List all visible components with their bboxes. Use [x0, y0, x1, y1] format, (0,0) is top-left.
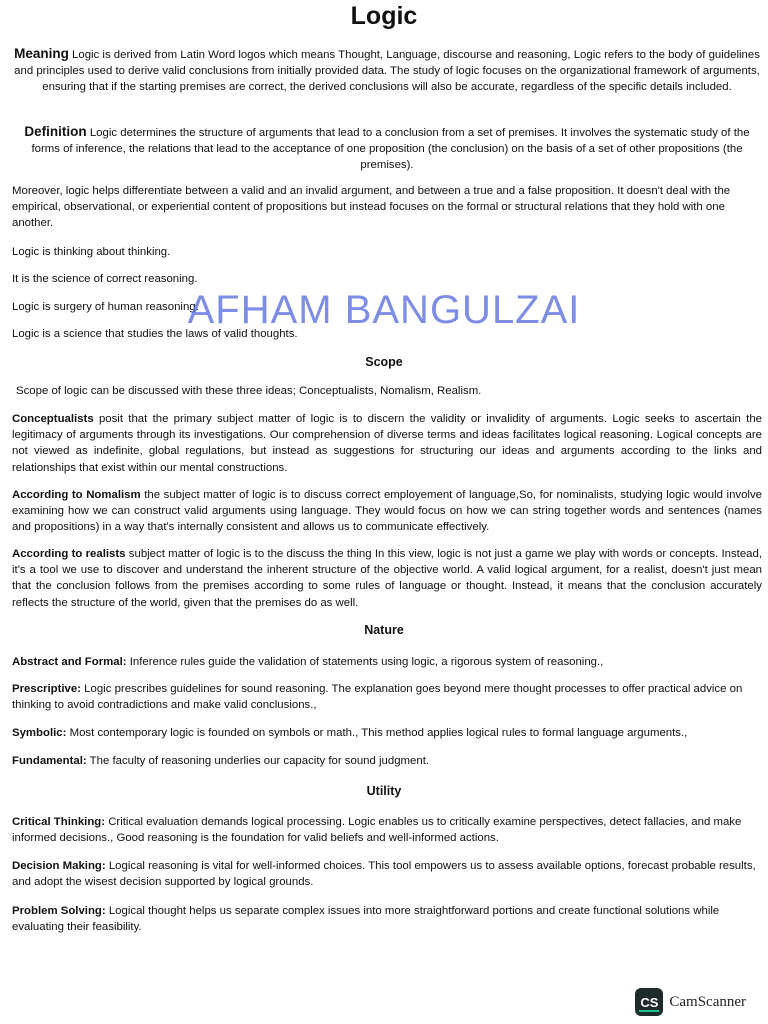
realists-text: subject matter of logic is to the discuss the thing In this view, logic is not just a game we play with words or concepts. Instead, it's a tool we use to discover and understand the inherent structure of the objective world. A valid logical argument, for a realist, doesn't just mean that the conclusion follows from the premises according to some rules of language or thought. Instead, it means that the conclusion accurately reflects the structure of the world, given that the premises do as well. — [12, 548, 762, 609]
prescriptive-paragraph — [12, 681, 762, 713]
critical-paragraph — [12, 814, 762, 846]
critical-text: Critical evaluation demands logical processing. Logic enables us to critically examine perspectives, detect fallacies, and make informed decisions., Good reasoning is the foundation for valid beliefs and well-informed actions. — [12, 816, 742, 845]
symbolic-paragraph — [12, 725, 762, 741]
abstract-text: Inference rules guide the validation of statements using logic, a rigorous system of reasoning., — [126, 656, 604, 668]
definition-paragraph — [12, 124, 762, 174]
nomalism-text: the subject matter of logic is to discuss correct employement of language,So, for nominalists, studying logic would involve examining how we can construct valid arguments using language. They would focus on how we can string together words and sentences (names and propositions) in a way that's internally consistent and allows us to communicate effectively. — [12, 489, 762, 534]
definition-label: Definition — [24, 124, 87, 139]
utility-heading: Utility — [366, 784, 402, 798]
problem-paragraph — [12, 903, 762, 935]
camscanner-logo — [635, 988, 746, 1016]
statement-2: It is the science of correct reasoning. — [12, 273, 198, 285]
realists-label: According to realists — [12, 548, 126, 560]
problem-text: Logical thought helps us separate complex issues into more straightforward portions and create functional solutions while evaluating their feasibility. — [12, 905, 720, 934]
abstract-paragraph — [12, 654, 762, 670]
nomalism-paragraph — [12, 487, 762, 536]
prescriptive-text: Logic prescribes guidelines for sound reasoning. The explanation goes beyond mere thought processes to offer practical advice on thinking to avoid contradictions and make valid conclusions., — [12, 683, 743, 712]
prescriptive-label: Prescriptive: — [12, 683, 82, 695]
fundamental-paragraph — [12, 753, 762, 769]
fundamental-text: The faculty of reasoning underlies our capacity for sound judgment. — [86, 755, 430, 767]
nomalism-label: According to Nomalism — [12, 489, 141, 501]
decision-label: Decision Making: — [12, 860, 106, 872]
symbolic-text: Most contemporary logic is founded on symbols or math., This method applies logical rules to formal language arguments., — [66, 727, 688, 739]
conceptualists-text: posit that the primary subject matter of logic is to discern the validity or invalidity of arguments. Logic seeks to ascertain the legitimacy of arguments through its investigations. Our comprehension of diverse terms and ideas facilitates logical reasoning. Logical concepts are not viewed as indefinite, global regulations, but instead as suggestions for structuring our ideas and arguments according to the links and relationships that exist within our mental constructions. — [12, 413, 762, 474]
meaning-label: Meaning — [14, 46, 69, 61]
statement-1: Logic is thinking about thinking. — [12, 246, 171, 258]
scope-intro: Scope of logic can be discussed with these three ideas; Conceptualists, Nomalism, Realism. — [16, 385, 482, 397]
statement-4: Logic is a science that studies the laws of valid thoughts. — [12, 328, 298, 340]
nature-heading: Nature — [364, 623, 404, 637]
problem-label: Problem Solving: — [12, 905, 106, 917]
moreover-paragraph: Moreover, logic helps differentiate between a valid and an invalid argument, and between a true and a false proposition. It doesn't deal with the empirical, observational, or experiential content of propositions but instead focuses on the formal or structural relations that they hold with one another. — [12, 185, 731, 230]
critical-label: Critical Thinking: — [12, 816, 106, 828]
symbolic-label: Symbolic: — [12, 727, 67, 739]
realists-paragraph — [12, 546, 762, 611]
decision-paragraph — [12, 858, 762, 890]
scope-heading: Scope — [365, 355, 403, 369]
abstract-label: Abstract and Formal: — [12, 656, 127, 668]
statement-3: Logic is surgery of human reasoning. — [12, 301, 199, 313]
meaning-text: Logic is derived from Latin Word logos which means Thought, Language, discourse and reasoning, Logic refers to the body of guidelines and principles used to derive valid conclusions from initially provided data. The study of logic focuses on the organizational framework of arguments, ensuring that if the starting premises are correct, the derived conclusions will also be accurate, regardless of the specific details included. — [14, 49, 760, 94]
watermark-text: AFHAM BANGULZAI — [187, 288, 581, 332]
decision-text: Logical reasoning is vital for well-informed choices. This tool empowers us to assess available options, forecast probable results, and adopt the wisest decision supported by logical grounds. — [12, 860, 756, 889]
conceptualists-label: Conceptualists — [12, 413, 94, 425]
definition-text: Logic determines the structure of arguments that lead to a conclusion from a set of premises. It involves the systematic study of the forms of inference, the relations that lead to the acceptance of one proposition (the conclusion) on the basis of a set of other propositions (the premises). — [31, 127, 750, 172]
meaning-paragraph — [12, 46, 762, 96]
page-title: Logic — [350, 2, 418, 30]
camscanner-label: CamScanner — [669, 993, 746, 1010]
fundamental-label: Fundamental: — [12, 755, 87, 767]
camscanner-icon: CS — [635, 988, 663, 1016]
conceptualists-paragraph — [12, 411, 762, 476]
